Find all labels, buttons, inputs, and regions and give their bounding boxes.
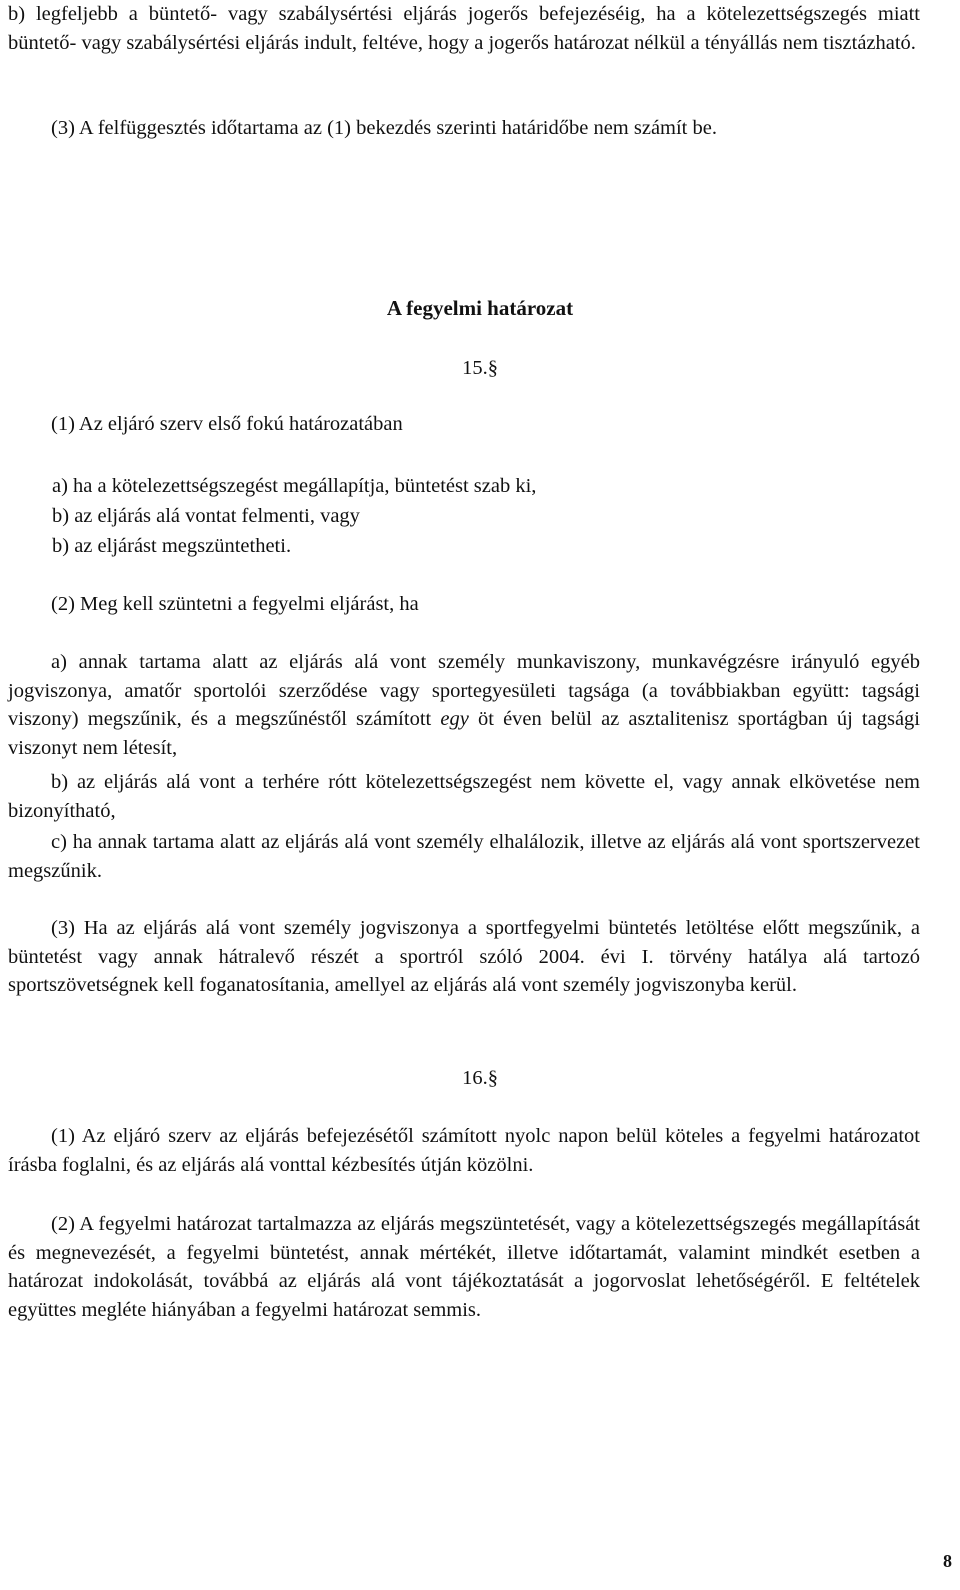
s15-p2-item-b: b) az eljárás alá vont a terhére rótt kötelezettségszegést nem követte el, vagy annak elkövetése nem bizonyítható, — [8, 771, 920, 822]
paragraph-top-3: (3) A felfüggesztés időtartama az (1) bekezdés szerinti határidőbe nem számít be. — [51, 117, 717, 139]
section-16-number: 16.§ — [462, 1067, 498, 1089]
s15-paragraph-3: (3) Ha az eljárás alá vont személy jogviszonya a sportfegyelmi büntetés letöltése előtt megszűnik, a büntetést vagy annak hátralevő részét a sportról szóló 2004. évi I. törvény hatálya alá tartozó sportszövetségnek kell foganatosítania, amellyel az eljárás alá vont személy jogviszonyba kerül. — [8, 917, 920, 997]
s15-p2-item-a-text-1: a) annak tartama alatt az eljárás alá vont személy munkaviszony, munkavégzésre irányuló egyéb jogviszonya, amatőr sportolói szerződése vagy sportegyesületi tagsága (a továbbiakban együtt: tagsági viszony) megszűnik, és a megszűnéstől számított — [8, 651, 920, 731]
s15-p1-item-b: b) az eljárás alá vontat felmenti, vagy — [52, 505, 360, 527]
s16-paragraph-1: (1) Az eljáró szerv az eljárás befejezésétől számított nyolc napon belül köteles a fegyelmi határozatot írásba foglalni, és az eljárás alá vonttal kézbesítés útján közölni. — [8, 1125, 920, 1176]
s16-paragraph-2: (2) A fegyelmi határozat tartalmazza az eljárás megszüntetését, vagy a kötelezettségszegés megállapítását és megnevezését, a fegyelmi büntetést, annak mértékét, illetve időtartamát, valamint mindkét esetben a határozat indokolását, továbbá az eljárás alá vont tájékoztatását a jogorvoslat lehetőségéről. E feltételek együttes megléte hiányában a fegyelmi határozat semmis. — [8, 1213, 920, 1321]
s15-p2-item-c: c) ha annak tartama alatt az eljárás alá vont személy elhalálozik, illetve az eljárás alá vont sportszervezet megszűnik. — [8, 831, 920, 882]
s15-paragraph-1: (1) Az eljáró szerv első fokú határozatában — [51, 413, 403, 435]
s15-p2-item-a-text-2: öt éven belül az asztalitenisz sportágban új tagsági viszonyt nem létesít, — [8, 708, 921, 759]
page-number: 8 — [943, 1551, 952, 1571]
s15-paragraph-2: (2) Meg kell szüntetni a fegyelmi eljárást, ha — [51, 593, 419, 615]
s15-p1-item-a: a) ha a kötelezettségszegést megállapítja, büntetést szab ki, — [52, 475, 537, 497]
s15-p1-item-c: b) az eljárást megszüntetheti. — [52, 535, 292, 557]
s15-p2-item-a — [8, 648, 920, 762]
section-15-number: 15.§ — [462, 357, 498, 379]
paragraph-top-b: b) legfeljebb a büntető- vagy szabálysértési eljárás jogerős befejezéséig, ha a kötelezettségszegés miatt büntető- vagy szabálysértési eljárás indult, feltéve, hogy a jogerős határozat nélkül a tényállás nem tisztázható. — [8, 3, 920, 54]
s15-p2-item-a-emphasis: egy — [440, 708, 469, 731]
section-heading: A fegyelmi határozat — [386, 296, 574, 320]
